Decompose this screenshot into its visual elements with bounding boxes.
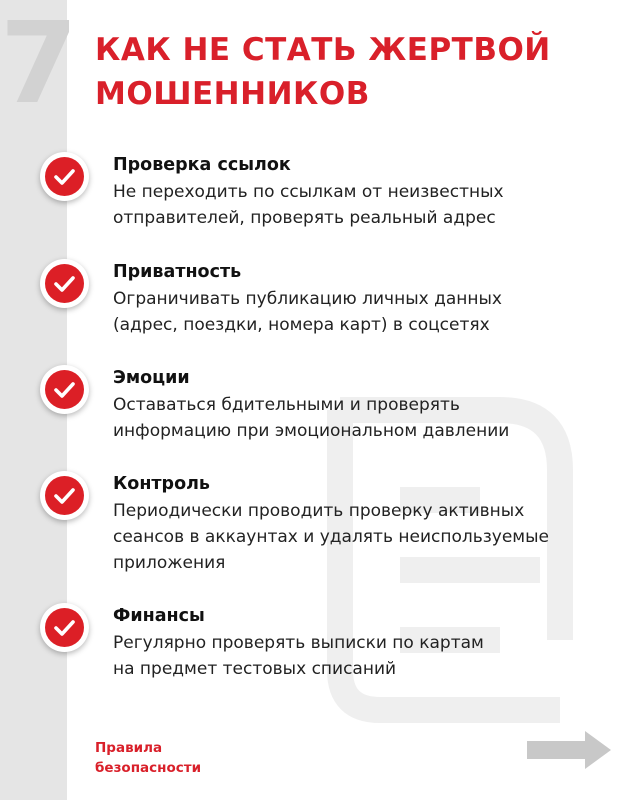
checkmark-icon (50, 376, 79, 403)
item-title: Приватность (113, 262, 242, 282)
page-title (95, 28, 625, 116)
item-title: Финансы (113, 606, 205, 626)
item-text-line: Оставаться бдительными и проверять (113, 395, 460, 415)
item-text-line: Не переходить по ссылкам от неизвестных (113, 182, 504, 202)
item-text-line: Ограничивать публикацию личных данных (113, 289, 502, 309)
check-badge (40, 471, 89, 520)
item-text (113, 498, 613, 576)
checkmark-icon (50, 614, 79, 641)
page-number: 7 (0, 0, 78, 129)
item-text (113, 286, 613, 338)
item-text (113, 392, 613, 444)
item-title: Проверка ссылок (113, 155, 291, 175)
title-line-1: КАК НЕ СТАТЬ ЖЕРТВОЙ (95, 32, 551, 68)
check-badge (40, 603, 89, 652)
checkmark-icon (50, 163, 79, 190)
footer-line-1: Правила (95, 740, 163, 756)
check-badge (40, 152, 89, 201)
check-badge (40, 259, 89, 308)
item-text-line: Регулярно проверять выписки по картам (113, 633, 484, 653)
item-text (113, 179, 613, 231)
footer-label (95, 738, 201, 778)
checkmark-icon (50, 482, 79, 509)
checkmark-icon (50, 270, 79, 297)
item-text-line: приложения (113, 553, 226, 573)
item-text-line: (адрес, поездки, номера карт) в соцсетях (113, 315, 490, 335)
check-badge (40, 365, 89, 414)
item-title: Контроль (113, 474, 210, 494)
item-text-line: Периодически проводить проверку активных (113, 501, 525, 521)
item-text-line: информацию при эмоциональном давлении (113, 421, 510, 441)
item-title: Эмоции (113, 368, 190, 388)
item-text-line: на предмет тестовых списаний (113, 659, 397, 679)
item-text-line: отправителей, проверять реальный адрес (113, 208, 496, 228)
arrow-right-icon[interactable] (527, 730, 613, 770)
item-text (113, 630, 613, 682)
title-line-2: МОШЕННИКОВ (95, 76, 370, 112)
item-text-line: сеансов в аккаунтах и удалять неиспользуемые (113, 527, 549, 547)
footer-line-2: безопасности (95, 760, 202, 776)
